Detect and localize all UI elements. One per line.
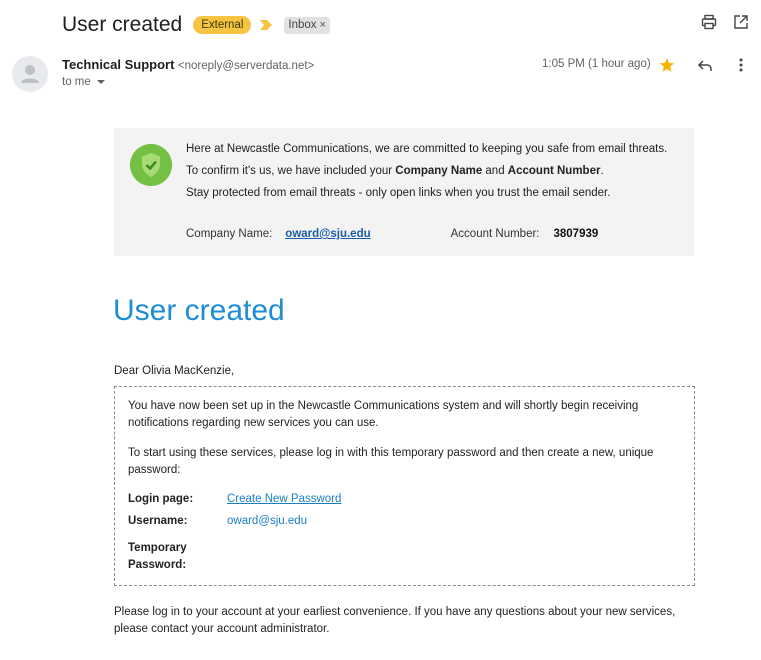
credentials-box [114,386,695,586]
subject-row [62,10,330,40]
sender-email: <noreply@serverdata.net> [177,60,315,72]
banner-line-2 [186,164,676,178]
top-actions [701,14,749,30]
external-badge: External [193,16,251,34]
body-title: User created [113,294,285,327]
greeting: Dear Olivia MacKenzie, [114,365,235,377]
recipient-text: to me [62,76,91,88]
recipient-details-toggle[interactable] [62,76,105,88]
account-number-label: Account Number: [450,228,540,240]
username-value[interactable]: oward@sju.edu [227,515,308,527]
remove-label-icon[interactable]: × [319,18,326,31]
temporary-password-label [128,540,218,574]
banner-line-2-prefix: To confirm it's us, we have included your [186,165,396,177]
star-icon[interactable] [659,57,675,73]
company-name-link[interactable]: oward@sju.edu [285,228,371,240]
login-page-label: Login page: [128,493,194,505]
importance-marker-icon[interactable] [260,20,272,30]
setup-paragraph: You have now been set up in the Newcastle Communications system and will shortly begin receiving notifications regarding new services you can use. [128,400,639,429]
account-number-value: 3807939 [553,228,599,240]
print-icon[interactable] [701,14,717,30]
banner-line-3: Stay protected from email threats - only open links when you trust the email sender. [186,187,611,199]
more-options-icon[interactable] [733,57,749,73]
email-subject: User created [62,13,183,36]
sender-avatar[interactable] [12,56,48,92]
company-name-label: Company Name: [186,228,273,240]
sender-info [62,57,314,72]
temporary-password-label-line-1: Temporary [128,542,187,554]
inbox-label-text: Inbox [288,18,317,31]
banner-line-2-suffix: . [600,165,604,177]
banner-account-term: Account Number [507,165,601,177]
closing-paragraph: Please log in to your account at your earliest convenience. If you have any questions about your new services, please contact your account administrator. [114,606,676,635]
reply-icon[interactable] [697,58,713,74]
banner-company-term: Company Name [395,165,483,177]
banner-line-1: Here at Newcastle Communications, we are committed to keeping you safe from email threats. [186,143,668,155]
instructions-paragraph: To start using these services, please log in with this temporary password and then create a new, unique password: [128,447,654,476]
banner-message [186,142,676,208]
chevron-down-icon[interactable] [97,80,105,84]
security-banner [114,128,694,256]
email-timestamp: 1:05 PM (1 hour ago) [542,58,651,70]
create-new-password-link[interactable]: Create New Password [227,493,342,505]
banner-fields [186,228,598,240]
sender-name[interactable]: Technical Support [62,57,175,72]
open-in-new-window-icon[interactable] [733,14,749,30]
temporary-password-label-line-2: Password: [128,559,187,571]
shield-check-icon [130,144,172,186]
username-label: Username: [128,515,188,527]
banner-line-2-and: and [482,165,508,177]
inbox-label-chip[interactable] [284,17,330,34]
